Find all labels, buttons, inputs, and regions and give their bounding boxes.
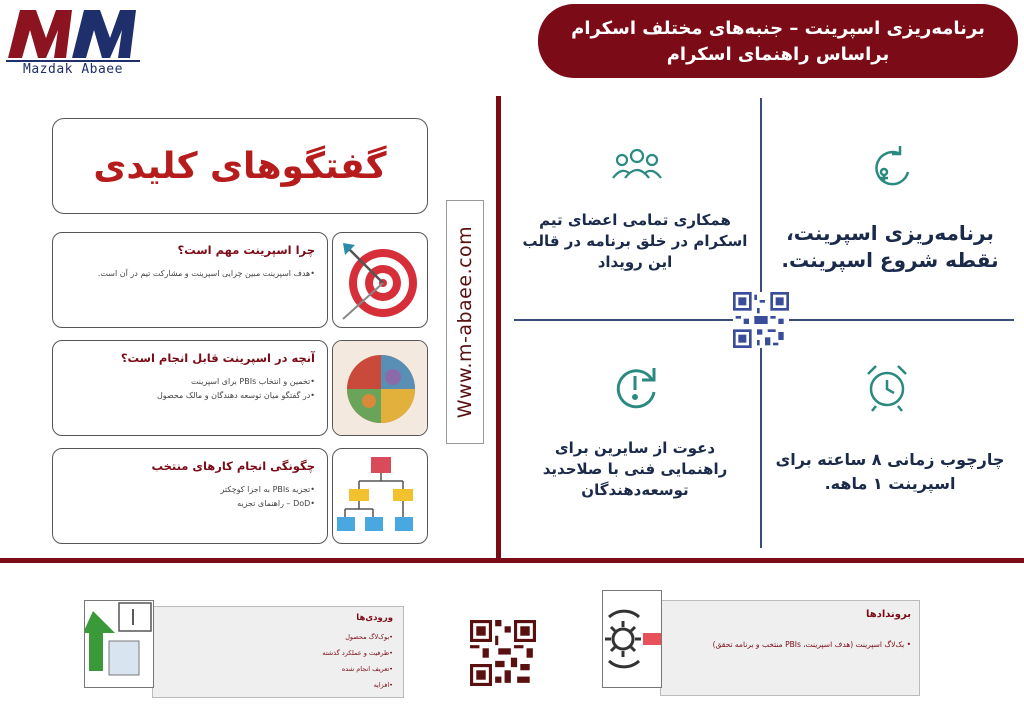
card-bullet: •در گفتگو میان توسعه دهندگان و مالک محصول bbox=[156, 391, 315, 400]
alert-refresh-icon bbox=[608, 360, 662, 414]
cycle-arrows-icon bbox=[862, 140, 916, 194]
target-dart-icon bbox=[333, 233, 428, 328]
banner-title-line1: برنامه‌ریزی اسپرینت – جنبه‌های مختلف اسکرام bbox=[571, 18, 985, 39]
input-arrow-icon bbox=[85, 601, 155, 689]
horizontal-divider bbox=[0, 558, 1024, 563]
quadrant-timebox: چارچوب زمانی ۸ ساعته برای اسپرینت ۱ ماهه. bbox=[775, 450, 1005, 493]
card-image-target bbox=[332, 232, 428, 328]
card-bullet: •هدف اسپرینت مبین چرایی اسپرینت و مشارکت تیم در آن است. bbox=[97, 269, 315, 278]
outputs-title: برونداد‌ها bbox=[866, 609, 911, 620]
banner-title-line2: براساس راهنمای اسکرام bbox=[666, 44, 890, 65]
website-box bbox=[446, 200, 484, 444]
card-what-sprint bbox=[52, 340, 328, 436]
card-why-sprint bbox=[52, 232, 328, 328]
gear-output-icon bbox=[603, 591, 663, 689]
qr-code-center bbox=[733, 292, 789, 348]
card-bullet: •تخمین و انتخاب PBIs برای اسپرینت bbox=[190, 377, 315, 386]
inputs-item: •افزایه bbox=[373, 681, 393, 689]
logo-mark-icon bbox=[6, 6, 140, 60]
title-banner bbox=[538, 4, 1018, 78]
outputs-icon-card bbox=[602, 590, 662, 688]
quadrant-team-collaboration: همکاری تمامی اعضای تیم اسکرام در خلق برنامه در قالب این رویداد bbox=[522, 211, 748, 271]
card-bullet: •تجزیه PBIs به اجزا کوچکتر bbox=[220, 485, 315, 494]
logo-text: Mazdak Abaee bbox=[6, 60, 140, 77]
card-title: آنچه در اسپرینت قابل انجام است؟ bbox=[120, 351, 315, 365]
inputs-panel bbox=[152, 606, 404, 698]
key-conversations-box bbox=[52, 118, 428, 214]
outputs-panel bbox=[660, 600, 920, 696]
inputs-item: •بوک‌لاگ محصول bbox=[345, 633, 393, 641]
alarm-clock-icon bbox=[860, 360, 914, 414]
card-image-hierarchy bbox=[332, 448, 428, 544]
card-image-puzzle bbox=[332, 340, 428, 436]
qr-code-bottom bbox=[470, 620, 536, 686]
inputs-icon-card bbox=[84, 600, 154, 688]
quadrant-invite-others: دعوت از سایرین برای راهنمایی فنی با صلاحدید توسعه‌دهندگان bbox=[542, 439, 728, 499]
key-conversations-title: گفتگوهای کلیدی bbox=[93, 145, 387, 187]
website-link[interactable]: Www.m-abaee.com bbox=[454, 225, 476, 419]
outputs-item: • بک‌لاگ اسپرینت (هدف اسپرینت، PBIs منتخب و برنامه تحقق) bbox=[712, 640, 911, 649]
inputs-item: •ظرفیت و عملکرد گذشته bbox=[322, 649, 393, 657]
inputs-title: ورودی‌ها bbox=[356, 613, 393, 623]
card-title: چگونگی انجام کارهای منتخب bbox=[151, 459, 315, 473]
hierarchy-chart-icon bbox=[333, 449, 428, 544]
inputs-item: •تعریف انجام شده bbox=[341, 665, 393, 673]
puzzle-team-icon bbox=[333, 341, 428, 436]
card-bullet: •DoD – راهنمای تجزیه bbox=[237, 499, 315, 508]
vertical-divider bbox=[496, 96, 501, 562]
brand-logo bbox=[6, 6, 140, 76]
card-how-sprint bbox=[52, 448, 328, 544]
card-title: چرا اسپرینت مهم است؟ bbox=[177, 243, 315, 257]
quadrant-sprint-start: برنامه‌ریزی اسپرینت، نقطه شروع اسپرینت. bbox=[781, 221, 999, 272]
team-people-icon bbox=[610, 140, 664, 194]
